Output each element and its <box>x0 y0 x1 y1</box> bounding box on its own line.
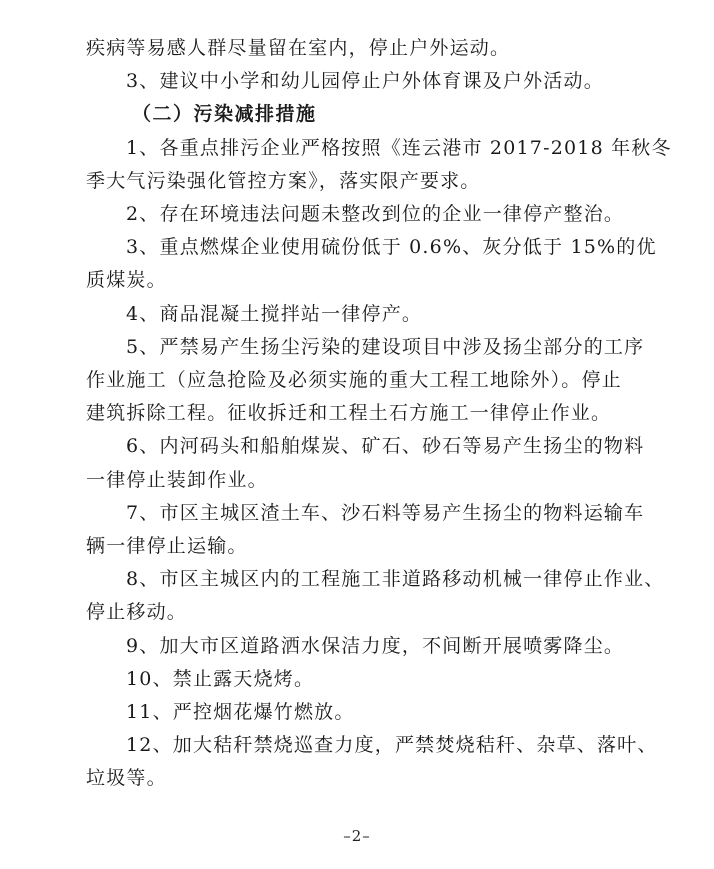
text-line: 7、市区主城区渣土车、沙石料等易产生扬尘的物料运输车 <box>126 501 645 524</box>
text-line: 5、严禁易产生扬尘污染的建设项目中涉及扬尘部分的工序 <box>126 335 645 358</box>
text-line: 8、市区主城区内的工程施工非道路移动机械一律停止作业、 <box>126 568 665 591</box>
text-line: 10、禁止露天烧烤。 <box>126 667 315 690</box>
text-line: 12、加大秸秆禁烧巡查力度，严禁焚烧秸秆、杂草、落叶、 <box>126 734 658 757</box>
text-line: 3、重点燃煤企业使用硫份低于 0.6%、灰分低于 15%的优 <box>126 236 657 259</box>
text-line: 6、内河码头和船舶煤炭、矿石、砂石等易产生扬尘的物料 <box>126 435 645 458</box>
text-line: 1、各重点排污企业严格按照《连云港市 2017-2018 年秋冬 <box>126 136 672 159</box>
text-line: 疾病等易感人群尽量留在室内，停止户外运动。 <box>86 37 511 59</box>
text-line: 停止移动。 <box>86 601 188 624</box>
text-line: 3、建议中小学和幼儿园停止户外体育课及户外活动。 <box>126 70 604 93</box>
text-line: 辆一律停止运输。 <box>86 535 248 557</box>
page-number: –2– <box>343 827 371 845</box>
text-line: 11、严控烟花爆竹燃放。 <box>126 701 355 723</box>
section-heading: （二）污染减排措施 <box>132 103 317 126</box>
text-line: 质煤炭。 <box>86 269 167 292</box>
text-line: 作业施工（应急抢险及必须实施的重大工程工地除外）。停止 <box>86 369 622 391</box>
text-line: 4、商品混凝土搅拌站一律停产。 <box>126 302 423 325</box>
text-line: 垃圾等。 <box>86 767 167 790</box>
text-line: 建筑拆除工程。征收拆迁和工程土石方施工一律停止作业。 <box>86 402 612 425</box>
text-line: 一律停止装卸作业。 <box>86 468 268 491</box>
text-line: 9、加大市区道路洒水保洁力度，不间断开展喷雾降尘。 <box>126 634 625 657</box>
text-line: 季大气污染强化管控方案》，落实限产要求。 <box>86 169 481 192</box>
text-line: 2、存在环境违法问题未整改到位的企业一律停产整治。 <box>126 203 625 225</box>
